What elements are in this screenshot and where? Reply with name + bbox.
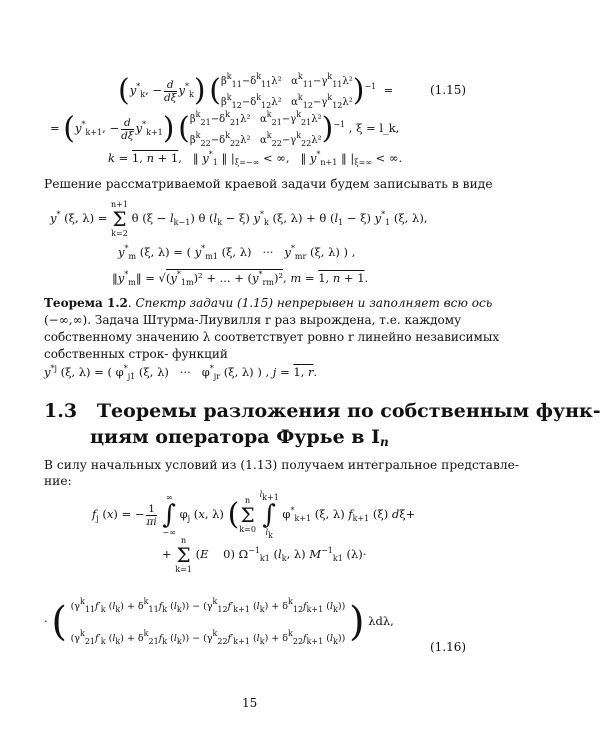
equation-number-1-15: (1.15) bbox=[430, 83, 467, 97]
eq-f-line1: $f_j$ (x) = − $\frac{1}{\pi i}$ ∞ ∫ −∞ $\varphi_j$ (x, λ) ( n Σ k=0 lk+1 ∫ lk $\varphi^*_{k+1}$ (ξ, λ) $f_{k+1}$ (ξ) dξ+ bbox=[92, 490, 416, 540]
matrix-3: ($\gamma^k_{11}f'_k$ $(l_k) + \delta^k_{11}f_k$ $(l_k)) - (\gamma^k_{12}f'_{k+1}$ $(l_k) + \delta^k_{12}f_{k+1}$ $(l_k)$) ($\gamma^k_{21}f'_k$ $(l_k) + \delta^k_{21}f_k$ $(l_k)) - (\gamma^k_{22}f'_{k+1}$ $(l_k) + \delta^k_{22}f_{k+1}$ $(l_k)$) bbox=[70, 597, 346, 646]
eq-1-15-line1: ($y^*_k$, − $\frac{d}{d\xi}$ $y^*_k$) ( $\beta^k_{11}-\delta^k_{11}\lambda^2$ $\alpha^k_{11}-\gamma^k_{11}\lambda^2$ $\beta^k_{12}-\delta^k_{12}\lambda^2$ $\alpha^k_{12}-\gamma^k_{12}\lambda^2$ )$^{-1}$ = bbox=[118, 72, 394, 110]
section-heading-line2: циям оператора Фурье в $I_n$ bbox=[90, 426, 389, 449]
theorem-line-1: Теорема 1.2. Спектр задачи (1.15) непрерывен и заполняет всю ось bbox=[44, 296, 493, 310]
eq-y-star: y* (ξ, λ) = n+1 Σ k=2 θ $(\xi - l_{k-1})$ θ $(l_k - \xi)$ $y^*_k$ (ξ, λ) + θ $(l_1 - \xi)$ $y^*_1$ (ξ, λ), bbox=[50, 200, 428, 238]
theorem-line-4: собственных строк- функций bbox=[44, 347, 228, 361]
eq-y-m: $y^*_m$ (ξ, λ) = ( $y^*_{m1}$ (ξ, λ) ··· $y^*_{mr}$ (ξ, λ) ) , bbox=[118, 244, 356, 261]
section-heading-line1: 1.3 Теоремы разложения по собственным функ- bbox=[44, 400, 601, 422]
page-number: 15 bbox=[242, 696, 258, 710]
eq-f-line3: · ( ($\gamma^k_{11}f'_k$ $(l_k) + \delta^k_{11}f_k$ $(l_k)) - (\gamma^k_{12}f'_{k+1}$ $(l_k) + \delta^k_{12}f_{k+1}$ $(l_k)$) ($\gamma^k_{21}f'_k$ $(l_k) + \delta^k_{21}f_k$ $(l_k)) - (\gamma^k_{22}f'_{k+1}$ $(l_k) + \delta^k_{22}f_{k+1}$ $(l_k)$) ) λdλ, bbox=[44, 590, 394, 654]
paragraph-2-line2: ние: bbox=[44, 474, 72, 488]
paragraph-2-line1: В силу начальных условий из (1.13) получаем интегральное представле- bbox=[44, 458, 520, 472]
eq-1-15-line2: = ($y^*_{k+1}$, − $\frac{d}{d\xi}$ $y^*_{k+1}$) ( $\beta^k_{21}-\delta^k_{21}\lambda^2$ $\alpha^k_{21}-\gamma^k_{21}\lambda^2$ $\beta^k_{22}-\delta^k_{22}\lambda^2$ $\alpha^k_{22}-\gamma^k_{22}\lambda^2$ )$^{-1}$ , ξ = l_k, bbox=[50, 110, 400, 148]
theorem-line-3: собственному значению λ соответствует ровно r линейно независимых bbox=[44, 330, 500, 344]
section-number: 1.3 bbox=[44, 400, 78, 422]
eq-f-line2: + n Σ k=1 (E 0) $\Omega^{-1}_{k1}$ ($l_k$, λ) $M^{-1}_{k1}$ (λ)· bbox=[162, 536, 367, 574]
eq-1-15-line3: k = 1, n + 1, ‖ $y^*_1$ ‖ $|_{\xi=-\infty}$ < ∞, ‖ $y^*_{n+1}$ ‖ $|_{\xi=\infty}$ < ∞. bbox=[108, 150, 403, 167]
theorem-label: Теорема 1.2 bbox=[44, 296, 128, 310]
paragraph-1: Решение рассматриваемой краевой задачи будем записывать в виде bbox=[44, 177, 493, 191]
eq-norm: $‖y^*_m‖ = √(y^*_{1m})^2$ + ... + $(y^*_{rm})^2$, m = 1, n + 1. bbox=[112, 270, 369, 287]
theorem-line-5: $y^{*j}$ (ξ, λ) = ( $\varphi^*_{j1}$ (ξ, λ) ··· $\varphi^*_{jr}$ (ξ, λ) ) , j = 1, r. bbox=[44, 364, 318, 381]
theorem-line-2: (−∞,∞). Задача Штурма-Лиувилля r раз вырождена, т.е. каждому bbox=[44, 313, 462, 327]
matrix-1: $\beta^k_{11}-\delta^k_{11}\lambda^2$ $\alpha^k_{11}-\gamma^k_{11}\lambda^2$ $\beta^k_{12}-\delta^k_{12}\lambda^2$ $\alpha^k_{12}-\gamma^k_{12}\lambda^2$ bbox=[221, 72, 353, 110]
matrix-2: $\beta^k_{21}-\delta^k_{21}\lambda^2$ $\alpha^k_{21}-\gamma^k_{21}\lambda^2$ $\beta^k_{22}-\delta^k_{22}\lambda^2$ $\alpha^k_{22}-\gamma^k_{22}\lambda^2$ bbox=[189, 110, 322, 148]
equation-number-1-16: (1.16) bbox=[430, 640, 467, 654]
